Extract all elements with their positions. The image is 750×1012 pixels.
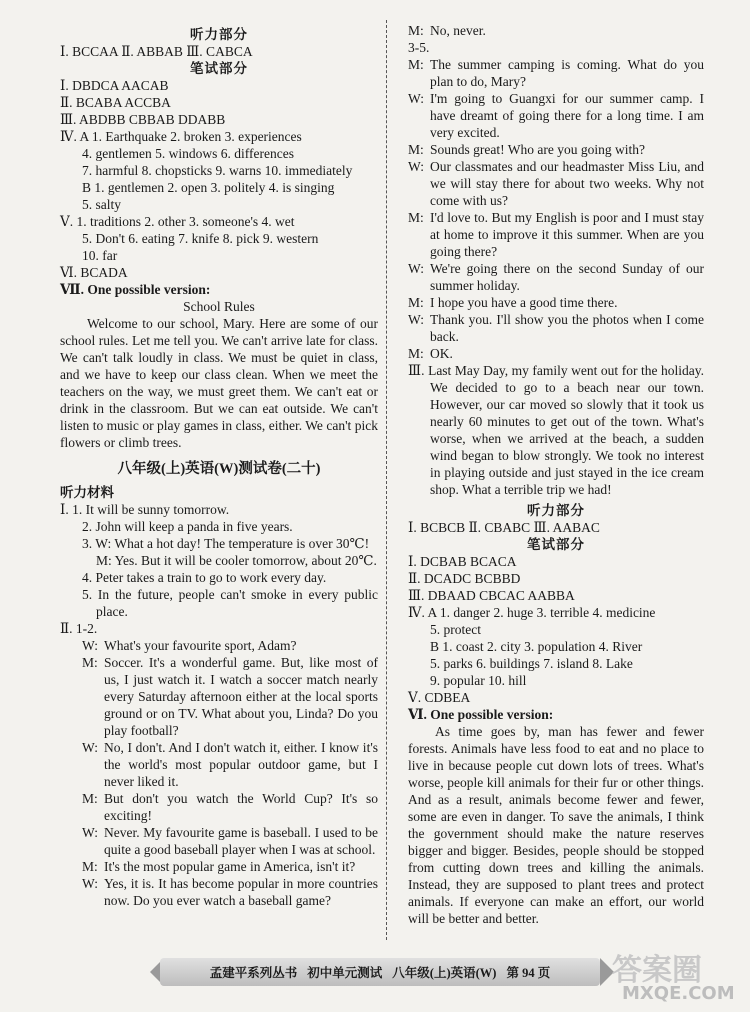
written-heading: 笔试部分 (527, 537, 585, 552)
dialogue-text: Soccer. It's a wonderful game. But, like most of us, I just watch it. I watch a soccer match nearly every Saturday afternoon either at the local sports ground or on TV. What about you, Linda? Do you play football? (104, 655, 378, 738)
dialogue-line (408, 22, 704, 39)
material-line: Ⅰ. 1. It will be sunny tomorrow. (60, 502, 230, 517)
version-label: Ⅶ. One possible version: (60, 282, 211, 297)
dialogue-line (60, 654, 378, 739)
speaker: M: (82, 859, 98, 874)
dialogue-text: Thank you. I'll show you the photos when I come back. (430, 312, 704, 344)
speaker: W: (408, 261, 424, 276)
dialogue-line (60, 739, 378, 790)
answer-line: 4. gentlemen 5. windows 6. differences (82, 146, 294, 161)
listening-heading: 听力部分 (527, 503, 585, 518)
essay-body (408, 723, 704, 927)
dialogue-line (408, 90, 704, 141)
version-label: Ⅵ. One possible version: (408, 707, 554, 722)
answer-line: 5. parks 6. buildings 7. island 8. Lake (430, 656, 633, 671)
answer-line: Ⅲ. ABDBB CBBAB DDABB (60, 112, 226, 127)
answer-line: Ⅴ. CDBEA (408, 690, 471, 705)
test-title: 八年级(上)英语(W)测试卷(二十) (117, 461, 321, 477)
dialogue-text: OK. (430, 346, 453, 361)
speaker: M: (408, 295, 424, 310)
dialogue-text: I'd love to. But my English is poor and I must stay at home to improve it this summer. When are you going there? (430, 210, 704, 259)
speaker: W: (82, 825, 98, 840)
speaker: W: (82, 740, 98, 755)
dialogue-text: We're going there on the second Sunday of our summer holiday. (430, 261, 704, 293)
dialogue-text: Sounds great! Who are you going with? (430, 142, 645, 157)
answer-line: Ⅲ. DBAAD CBCAC AABBA (408, 588, 575, 603)
speaker: W: (408, 312, 424, 327)
answer-line: Ⅴ. 1. traditions 2. other 3. someone's 4. wet (60, 214, 295, 229)
footer-page: 第 94 页 (506, 966, 551, 980)
answer-line: 9. popular 10. hill (430, 673, 527, 688)
dialogue-text: What's your favourite sport, Adam? (104, 638, 297, 653)
column-divider (386, 20, 387, 940)
footer-series: 孟建平系列丛书 (209, 966, 298, 980)
dialogue-line (408, 158, 704, 209)
material-line: 4. Peter takes a train to go to work every day. (82, 570, 327, 585)
dialogue-text: I'm going to Guangxi for our summer camp. I have dreamt of going there for a long time. I am very excited. (430, 91, 704, 140)
materials-heading: 听力材料 (60, 485, 114, 500)
answer-line: 7. harmful 8. chopsticks 9. warns 10. immediately (82, 163, 353, 178)
material-line: 3. W: What a hot day! The temperature is over 30℃! (82, 536, 370, 551)
footer-grade: 八年级(上)英语(W) (392, 966, 497, 980)
speaker: W: (408, 91, 424, 106)
speaker: W: (82, 876, 98, 891)
answer-line: Ⅰ. DCBAB BCACA (408, 554, 517, 569)
dialogue-line (60, 790, 378, 824)
left-column (60, 26, 378, 909)
listening-heading: 听力部分 (190, 27, 248, 42)
dialogue-text: Our classmates and our headmaster Miss Liu, and we will stay there for about two weeks. Why not come with us? (430, 159, 704, 208)
dialogue-line (408, 260, 704, 294)
speaker: M: (82, 655, 98, 670)
material-line: M: Yes. But it will be cooler tomorrow, about 20℃. (96, 553, 377, 568)
footer-book: 初中单元测试 (307, 966, 383, 980)
answer-line: Ⅳ. A 1. danger 2. huge 3. terrible 4. medicine (408, 605, 656, 620)
page-footer (160, 958, 600, 986)
listening-answers: Ⅰ. BCBCB Ⅱ. CBABC Ⅲ. AABAC (408, 520, 600, 535)
essay-title: School Rules (183, 299, 255, 314)
answer-line: 5. protect (430, 622, 481, 637)
dialogue-line (408, 56, 704, 90)
dialogue-text: But don't you watch the World Cup? It's so exciting! (104, 791, 378, 823)
answer-line: 5. Don't 6. eating 7. knife 8. pick 9. western (82, 231, 319, 246)
dialogue-text: No, never. (430, 23, 486, 38)
answer-line: B 1. coast 2. city 3. population 4. River (430, 639, 643, 654)
listening-answers: Ⅰ. BCCAA Ⅱ. ABBAB Ⅲ. CABCA (60, 44, 253, 59)
dialogue-text: It's the most popular game in America, isn't it? (104, 859, 356, 874)
dialogue-text: Yes, it is. It has become popular in more countries now. Do you ever watch a baseball game? (104, 876, 378, 908)
dialogue-line (60, 858, 378, 875)
watermark-logo: 答案圈 (612, 953, 702, 988)
passage-three: Ⅲ. Last May Day, my family went out for the holiday. We decided to go to a beach near our town. However, our car moved so slowly that it took us nearly 60 minutes to get out of the town. What's worse, when we arrived at the beach, a sudden wind began to blow strongly. We took no interest in playing outside and just stayed in the ice cream shop. What a terrible trip we had! (408, 363, 704, 497)
essay-body (60, 315, 378, 451)
speaker: M: (82, 791, 98, 806)
dialogue-line (408, 141, 704, 158)
answer-line: Ⅵ. BCADA (60, 265, 128, 280)
dialogue-line (60, 637, 378, 654)
speaker: M: (408, 346, 424, 361)
dialogue-line (408, 345, 704, 362)
material-line: Ⅱ. 1-2. (60, 621, 98, 636)
material-line: 5. In the future, people can't smoke in every public place. (82, 587, 378, 619)
dialogue-text: Never. My favourite game is baseball. I used to be quite a good baseball player when I was at school. (104, 825, 378, 857)
right-column (408, 22, 704, 927)
answer-line: Ⅱ. DCADC BCBBD (408, 571, 521, 586)
answer-line: Ⅱ. BCABA ACCBA (60, 95, 171, 110)
dialogue-line (60, 824, 378, 858)
answer-line: 5. salty (82, 197, 121, 212)
dialogue-line (408, 311, 704, 345)
speaker: M: (408, 210, 424, 225)
essay-text: As time goes by, man has fewer and fewer forests. Animals have less food to eat and no place to live in because people cut down lots of trees. What's worse, people kill animals for their fur or other things. And as a result, animals become fewer and fewer, some are even in danger. To save the animals, I think the government should make the nature reserves bigger and bigger. Besides, people should be stopped from cutting down trees and killing the animals. Instead, they are supposed to plant trees and protect animals. If everyone can make an effort, our world will be better and better. (408, 724, 704, 926)
essay-text: Welcome to our school, Mary. Here are some of our school rules. Let me tell you. We can't arrive late for class. We can't talk loudly in class. We must be quiet in class, and we have to keep our class clean. When we meet the teachers on the way, we must greet them. We can't eat or drink in the classroom. But we can eat outside. We can't listen to music or play games in class, either. We can't pick flowers or climb trees. (60, 316, 378, 450)
watermark-url: MXQE.COM (622, 983, 735, 1004)
dialogue-text: The summer camping is coming. What do you plan to do, Mary? (430, 57, 704, 89)
dialogue-text: I hope you have a good time there. (430, 295, 618, 310)
speaker: M: (408, 23, 424, 38)
answer-line: 10. far (82, 248, 118, 263)
dialogue-line (408, 209, 704, 260)
dialogue-line (60, 875, 378, 909)
answer-line: Ⅰ. DBDCA AACAB (60, 78, 169, 93)
speaker: W: (408, 159, 424, 174)
answer-line: Ⅳ. A 1. Earthquake 2. broken 3. experiences (60, 129, 302, 144)
section-label: 3-5. (408, 40, 430, 55)
speaker: W: (82, 638, 98, 653)
dialogue-text: No, I don't. And I don't watch it, either. I know it's the world's most popular outdoor game, but I never liked it. (104, 740, 378, 789)
speaker: M: (408, 57, 424, 72)
material-line: 2. John will keep a panda in five years. (82, 519, 293, 534)
written-heading: 笔试部分 (190, 61, 248, 76)
speaker: M: (408, 142, 424, 157)
answer-line: B 1. gentlemen 2. open 3. politely 4. is singing (82, 180, 335, 195)
dialogue-line (408, 294, 704, 311)
